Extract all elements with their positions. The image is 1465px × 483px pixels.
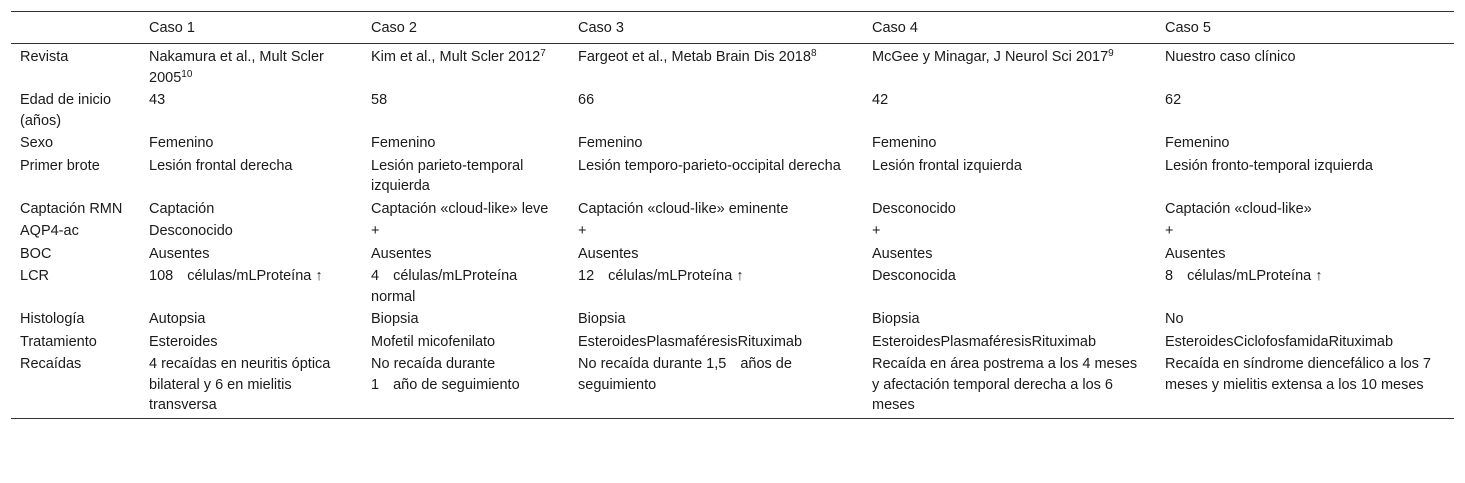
table-cell: Desconocido	[149, 223, 233, 239]
table-cell: +	[578, 223, 587, 239]
row-label-lcr: LCR	[20, 268, 50, 284]
table-cell: Recaída en síndrome diencefálico a los 7 meses y mielitis extensa a los 10 meses	[1165, 356, 1431, 393]
table-cell: Lesión fronto-temporal izquierda	[1165, 157, 1373, 174]
table-cell: Femenino	[578, 135, 643, 151]
header-empty	[11, 12, 140, 44]
table-cell: Biopsia	[872, 311, 920, 327]
table-cell: Desconocida	[872, 268, 956, 284]
row-label-histologia: Histología	[20, 311, 85, 327]
table-cell: +	[1165, 223, 1174, 239]
row-label-revista: Revista	[20, 49, 69, 65]
table-cell: Mofetil micofenilato	[371, 333, 496, 350]
table-cell: 8 células/mLProteína ↑	[1165, 268, 1323, 284]
table-cell: Ausentes	[371, 245, 432, 262]
table-cell: Captación «cloud-like»	[1165, 200, 1312, 217]
citation-ref: 9	[1108, 48, 1114, 59]
table-cell: +	[872, 223, 881, 239]
table-cell: Recaída en área postrema a los 4 meses y afectación temporal derecha a los 6 meses	[872, 356, 1138, 413]
table-cell: No	[1165, 311, 1184, 327]
row-label-tratamiento: Tratamiento	[20, 333, 97, 350]
table-cell: Biopsia	[578, 311, 626, 327]
citation-ref: 7	[540, 48, 546, 59]
citation-ref: 10	[181, 68, 193, 80]
table-cell: Biopsia	[371, 311, 419, 327]
row-label-aqp4: AQP4-ac	[20, 223, 79, 239]
row-label-primer-brote: Primer brote	[20, 157, 100, 174]
table-cell: Femenino	[371, 135, 436, 151]
table-cell: Ausentes	[149, 245, 210, 262]
table-cell: Femenino	[872, 135, 937, 151]
table-cell: 4 células/mLProteína normal	[371, 268, 518, 305]
row-edad	[11, 89, 1454, 132]
row-label-captacion-rmn: Captación RMN	[20, 200, 123, 217]
table-cell: No recaída durante 1,5 años de seguimiento	[578, 356, 792, 393]
table-cell: Fargeot et al., Metab Brain Dis 2018$^8$	[578, 48, 817, 65]
table-cell: Captación «cloud-like» leve	[371, 200, 549, 217]
table-cell: Captación	[149, 200, 215, 217]
table-cell: Femenino	[149, 135, 214, 151]
header-caso-3: Caso 3	[578, 20, 624, 36]
row-sexo	[11, 132, 1454, 155]
table-cell: EsteroidesPlasmaféresisRituximab	[872, 333, 1097, 350]
header-caso-5: Caso 5	[1165, 20, 1211, 36]
row-revista	[11, 44, 1454, 90]
header-caso-4: Caso 4	[872, 20, 918, 36]
table-cell: Ausentes	[578, 245, 639, 262]
row-lcr	[11, 265, 1454, 308]
row-aqp4	[11, 220, 1454, 243]
table-cell: 42	[872, 92, 889, 108]
table-cell: 62	[1165, 92, 1182, 108]
table-cell: EsteroidesCiclofosfamidaRituximab	[1165, 333, 1394, 350]
row-label-boc: BOC	[20, 245, 52, 262]
row-primer-brote	[11, 155, 1454, 198]
table-cell: Esteroides	[149, 333, 218, 350]
table-cell: Captación «cloud-like» eminente	[578, 200, 789, 217]
row-tratamiento	[11, 331, 1454, 354]
table-cell: 43	[149, 92, 166, 108]
comparison-table-container	[11, 11, 1454, 419]
table-cell: Lesión parieto-temporal izquierda	[371, 157, 524, 194]
table-cell: 108 células/mLProteína ↑	[149, 268, 323, 284]
table-cell: Lesión temporo-parieto-occipital derecha	[578, 157, 841, 174]
row-recaidas	[11, 353, 1454, 418]
case-comparison-table	[11, 11, 1454, 419]
header-caso-2: Caso 2	[371, 20, 417, 36]
table-cell: Femenino	[1165, 135, 1230, 151]
header-caso-1: Caso 1	[149, 20, 195, 36]
table-cell: EsteroidesPlasmaféresisRituximab	[578, 333, 803, 350]
table-cell: No recaída durante 1 año de seguimiento	[371, 356, 520, 393]
table-cell: 58	[371, 92, 388, 108]
row-label-sexo: Sexo	[20, 135, 54, 151]
table-cell: 12 células/mLProteína ↑	[578, 268, 744, 284]
table-cell: Ausentes	[872, 245, 933, 262]
row-label-recaidas: Recaídas	[20, 356, 82, 372]
table-cell: 66	[578, 92, 595, 108]
header-row	[11, 12, 1454, 44]
table-cell: Kim et al., Mult Scler 2012$^7$	[371, 48, 546, 65]
citation-ref: 8	[810, 48, 817, 59]
table-cell: Lesión frontal derecha	[149, 157, 293, 174]
row-captacion-rmn	[11, 198, 1454, 221]
table-cell: Desconocido	[872, 200, 956, 217]
table-cell: Lesión frontal izquierda	[872, 157, 1022, 174]
table-cell: Nakamura et al., Mult Scler 2005$^{10}$	[149, 49, 324, 86]
table-cell: Nuestro caso clínico	[1165, 49, 1296, 65]
table-cell: Autopsia	[149, 311, 206, 327]
row-boc	[11, 243, 1454, 266]
table-cell: McGee y Minagar, J Neurol Sci 2017$^9$	[872, 48, 1114, 65]
row-histologia	[11, 308, 1454, 331]
table-cell: 4 recaídas en neuritis óptica bilateral y 6 en mielitis transversa	[149, 356, 331, 413]
row-label-edad: Edad de inicio (años)	[20, 92, 112, 129]
table-cell: +	[371, 223, 380, 239]
table-cell: Ausentes	[1165, 245, 1226, 262]
